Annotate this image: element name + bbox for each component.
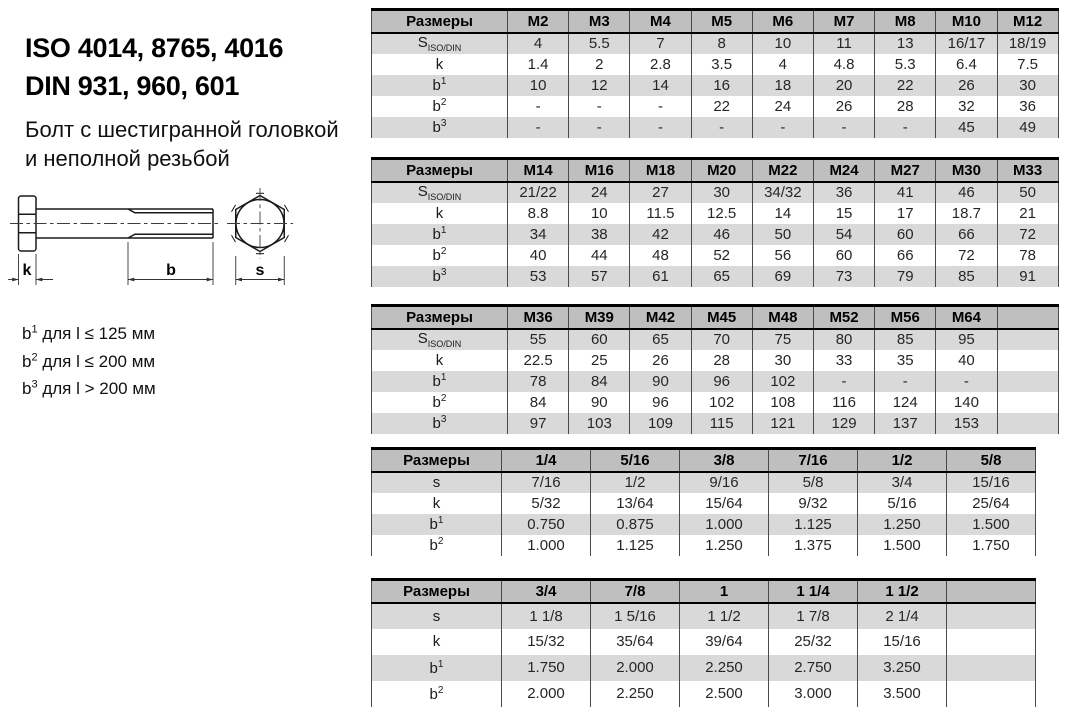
- cell: -: [569, 117, 630, 138]
- cell: 137: [875, 413, 936, 434]
- col-header: 3/4: [502, 580, 591, 603]
- cell: 1.250: [858, 514, 947, 535]
- cell: 2: [569, 54, 630, 75]
- cell: 96: [630, 392, 691, 413]
- col-header: M5: [691, 10, 752, 33]
- cell: 36: [997, 96, 1058, 117]
- row-label: $b^3$: [372, 117, 508, 138]
- dimension-table-4: [371, 447, 1036, 556]
- subtitle-line1: Болт с шестигранной головкой: [25, 117, 339, 142]
- col-header: 3/8: [680, 449, 769, 472]
- cell: 5.5: [569, 33, 630, 54]
- cell: 10: [752, 33, 813, 54]
- cell: 7/16: [502, 472, 591, 493]
- cell: 1.500: [947, 514, 1036, 535]
- dimension-table-3: [371, 304, 1059, 434]
- cell: 17: [875, 203, 936, 224]
- cell: 38: [569, 224, 630, 245]
- cell: 14: [630, 75, 691, 96]
- cell: 3.000: [769, 681, 858, 707]
- cell: 8.8: [508, 203, 569, 224]
- cell: 50: [752, 224, 813, 245]
- cell: 9/32: [769, 493, 858, 514]
- cell: 2 1/4: [858, 603, 947, 629]
- cell: 73: [813, 266, 874, 287]
- cell: 27: [630, 182, 691, 203]
- cell: 34/32: [752, 182, 813, 203]
- row-label: k: [372, 493, 502, 514]
- cell: 41: [875, 182, 936, 203]
- cell: 78: [508, 371, 569, 392]
- size-column-header: Размеры: [372, 580, 502, 603]
- cell: 2.250: [591, 681, 680, 707]
- cell: 8: [691, 33, 752, 54]
- cell: -: [630, 117, 691, 138]
- cell: 24: [752, 96, 813, 117]
- cell: 5.3: [875, 54, 936, 75]
- cell: 91: [997, 266, 1058, 287]
- row-label: s: [372, 472, 502, 493]
- cell: 121: [752, 413, 813, 434]
- footnotes: [22, 320, 156, 403]
- row-label: s: [372, 603, 502, 629]
- cell: 35: [875, 350, 936, 371]
- row-label: k: [372, 350, 508, 371]
- cell: 90: [569, 392, 630, 413]
- cell: 3.500: [858, 681, 947, 707]
- cell: 44: [569, 245, 630, 266]
- col-header: 7/16: [769, 449, 858, 472]
- page-subtitle: [25, 115, 339, 173]
- cell: 80: [813, 329, 874, 350]
- col-header: M7: [813, 10, 874, 33]
- col-header: 1: [680, 580, 769, 603]
- cell: 1/2: [591, 472, 680, 493]
- row-label: $b^1$: [372, 224, 508, 245]
- col-header: M56: [875, 306, 936, 329]
- cell: 28: [691, 350, 752, 371]
- cell: 22: [875, 75, 936, 96]
- cell: 30: [997, 75, 1058, 96]
- dim-k-label: k: [22, 262, 32, 279]
- cell: -: [813, 371, 874, 392]
- col-header: M8: [875, 10, 936, 33]
- size-column-header: Размеры: [372, 10, 508, 33]
- cell: 90: [630, 371, 691, 392]
- centerlines: [10, 188, 293, 259]
- cell: 1 7/8: [769, 603, 858, 629]
- cell: 55: [508, 329, 569, 350]
- cell: 2.750: [769, 655, 858, 681]
- cell: 12: [569, 75, 630, 96]
- col-header: 1 1/4: [769, 580, 858, 603]
- cell: 5/8: [769, 472, 858, 493]
- cell: 60: [813, 245, 874, 266]
- cell: 2.250: [680, 655, 769, 681]
- cell: 102: [752, 371, 813, 392]
- cell: 1 1/8: [502, 603, 591, 629]
- cell: 153: [936, 413, 997, 434]
- row-label: $b^1$: [372, 655, 502, 681]
- dim-b-label: b: [166, 262, 176, 279]
- cell: 3.5: [691, 54, 752, 75]
- cell: 0.875: [591, 514, 680, 535]
- cell: 45: [936, 117, 997, 138]
- cell: -: [875, 117, 936, 138]
- col-header: M12: [997, 10, 1058, 33]
- cell: 48: [630, 245, 691, 266]
- col-header: M36: [508, 306, 569, 329]
- row-label: k: [372, 203, 508, 224]
- cell: 1.750: [947, 535, 1036, 556]
- dim-s-label: s: [255, 262, 265, 279]
- col-header: M45: [691, 306, 752, 329]
- cell: 10: [569, 203, 630, 224]
- cell: 39/64: [680, 629, 769, 655]
- cell: 2.8: [630, 54, 691, 75]
- cell: 2.000: [502, 681, 591, 707]
- cell: 53: [508, 266, 569, 287]
- cell: 2.000: [591, 655, 680, 681]
- cell: 20: [813, 75, 874, 96]
- cell: 1.375: [769, 535, 858, 556]
- cell: 1.4: [508, 54, 569, 75]
- col-header: 1/2: [858, 449, 947, 472]
- cell: 26: [936, 75, 997, 96]
- cell: 22.5: [508, 350, 569, 371]
- cell: 33: [813, 350, 874, 371]
- cell: 11: [813, 33, 874, 54]
- cell: 12.5: [691, 203, 752, 224]
- cell: 3/4: [858, 472, 947, 493]
- cell: 25/32: [769, 629, 858, 655]
- cell: 84: [508, 392, 569, 413]
- cell: 25: [569, 350, 630, 371]
- cell: 5/32: [502, 493, 591, 514]
- cell: 140: [936, 392, 997, 413]
- cell: 103: [569, 413, 630, 434]
- cell: 18/19: [997, 33, 1058, 54]
- row-label: $b^1$: [372, 75, 508, 96]
- cell: 7.5: [997, 54, 1058, 75]
- col-header: M20: [691, 159, 752, 182]
- title-iso: ISO 4014, 8765, 4016: [25, 33, 284, 63]
- cell: 72: [936, 245, 997, 266]
- col-header: M48: [752, 306, 813, 329]
- cell: 1.125: [591, 535, 680, 556]
- cell: 26: [630, 350, 691, 371]
- dimension-table-1: [371, 8, 1059, 138]
- cell: 5/16: [858, 493, 947, 514]
- row-label: $b^2$: [372, 392, 508, 413]
- cell: 4: [508, 33, 569, 54]
- col-header: M4: [630, 10, 691, 33]
- cell: 60: [569, 329, 630, 350]
- cell: 4.8: [813, 54, 874, 75]
- cell: 1.000: [680, 514, 769, 535]
- col-header: M33: [997, 159, 1058, 182]
- cell: 66: [875, 245, 936, 266]
- cell: 9/16: [680, 472, 769, 493]
- cell: 22: [691, 96, 752, 117]
- cell: -: [936, 371, 997, 392]
- col-header: M24: [813, 159, 874, 182]
- row-label: $S_{ISO/DIN}$: [372, 33, 508, 54]
- cell: [947, 655, 1036, 681]
- cell: [997, 392, 1058, 413]
- cell: 15/16: [947, 472, 1036, 493]
- cell: 1.000: [502, 535, 591, 556]
- page-title: [25, 30, 283, 106]
- cell: [997, 350, 1058, 371]
- cell: 30: [752, 350, 813, 371]
- cell: 7: [630, 33, 691, 54]
- cell: [997, 371, 1058, 392]
- col-header: 5/8: [947, 449, 1036, 472]
- col-header: [997, 306, 1058, 329]
- cell: 10: [508, 75, 569, 96]
- row-label: $b^1$: [372, 371, 508, 392]
- cell: 13/64: [591, 493, 680, 514]
- col-header: M16: [569, 159, 630, 182]
- cell: 18: [752, 75, 813, 96]
- col-header: 1 1/2: [858, 580, 947, 603]
- row-label: k: [372, 629, 502, 655]
- col-header: M6: [752, 10, 813, 33]
- cell: 65: [630, 329, 691, 350]
- cell: 108: [752, 392, 813, 413]
- cell: 79: [875, 266, 936, 287]
- cell: [947, 629, 1036, 655]
- cell: 0.750: [502, 514, 591, 535]
- cell: 15/32: [502, 629, 591, 655]
- cell: 66: [936, 224, 997, 245]
- cell: 61: [630, 266, 691, 287]
- cell: 28: [875, 96, 936, 117]
- col-header: [947, 580, 1036, 603]
- col-header: M64: [936, 306, 997, 329]
- cell: -: [569, 96, 630, 117]
- cell: 24: [569, 182, 630, 203]
- cell: [947, 603, 1036, 629]
- col-header: M3: [569, 10, 630, 33]
- cell: 95: [936, 329, 997, 350]
- cell: 102: [691, 392, 752, 413]
- cell: -: [691, 117, 752, 138]
- size-column-header: Размеры: [372, 449, 502, 472]
- cell: 4: [752, 54, 813, 75]
- cell: 42: [630, 224, 691, 245]
- cell: 35/64: [591, 629, 680, 655]
- bolt-technical-drawing: [8, 182, 318, 312]
- cell: [947, 681, 1036, 707]
- cell: 16/17: [936, 33, 997, 54]
- cell: 129: [813, 413, 874, 434]
- footnote: $b^2$ для l ≤ 200 мм: [22, 350, 156, 371]
- dimension-tables: [371, 0, 1067, 720]
- size-column-header: Размеры: [372, 159, 508, 182]
- col-header: M22: [752, 159, 813, 182]
- cell: 70: [691, 329, 752, 350]
- row-label: $b^2$: [372, 681, 502, 707]
- cell: 115: [691, 413, 752, 434]
- cell: 32: [936, 96, 997, 117]
- row-label: $b^2$: [372, 245, 508, 266]
- col-header: M14: [508, 159, 569, 182]
- cell: 96: [691, 371, 752, 392]
- cell: 1.125: [769, 514, 858, 535]
- cell: 1.750: [502, 655, 591, 681]
- cell: 26: [813, 96, 874, 117]
- cell: 18.7: [936, 203, 997, 224]
- cell: 85: [936, 266, 997, 287]
- cell: -: [752, 117, 813, 138]
- cell: [997, 329, 1058, 350]
- cell: -: [813, 117, 874, 138]
- cell: 21/22: [508, 182, 569, 203]
- cell: 50: [997, 182, 1058, 203]
- col-header: 5/16: [591, 449, 680, 472]
- cell: 6.4: [936, 54, 997, 75]
- cell: -: [508, 96, 569, 117]
- cell: 3.250: [858, 655, 947, 681]
- cell: 116: [813, 392, 874, 413]
- row-label: $b^1$: [372, 514, 502, 535]
- cell: 34: [508, 224, 569, 245]
- cell: 124: [875, 392, 936, 413]
- cell: 69: [752, 266, 813, 287]
- cell: -: [875, 371, 936, 392]
- col-header: M52: [813, 306, 874, 329]
- footnote: $b^1$ для l ≤ 125 мм: [22, 323, 156, 343]
- row-label: $S_{ISO/DIN}$: [372, 182, 508, 203]
- cell: 85: [875, 329, 936, 350]
- dimension-table-5: [371, 578, 1036, 707]
- cell: 11.5: [630, 203, 691, 224]
- dimension-table-2: [371, 157, 1059, 287]
- col-header: M42: [630, 306, 691, 329]
- row-label: $S_{ISO/DIN}$: [372, 329, 508, 350]
- col-header: M39: [569, 306, 630, 329]
- cell: 57: [569, 266, 630, 287]
- row-label: $b^3$: [372, 413, 508, 434]
- cell: 30: [691, 182, 752, 203]
- col-header: 7/8: [591, 580, 680, 603]
- cell: 84: [569, 371, 630, 392]
- row-label: $b^2$: [372, 96, 508, 117]
- row-label: $b^2$: [372, 535, 502, 556]
- cell: 1 5/16: [591, 603, 680, 629]
- col-header: M27: [875, 159, 936, 182]
- cell: 60: [875, 224, 936, 245]
- cell: 15: [813, 203, 874, 224]
- cell: 36: [813, 182, 874, 203]
- cell: 40: [936, 350, 997, 371]
- col-header: M10: [936, 10, 997, 33]
- cell: 21: [997, 203, 1058, 224]
- footnote: $b^3$ для l > 200 мм: [22, 378, 156, 399]
- col-header: M18: [630, 159, 691, 182]
- cell: 52: [691, 245, 752, 266]
- cell: 14: [752, 203, 813, 224]
- col-header: M30: [936, 159, 997, 182]
- cell: 2.500: [680, 681, 769, 707]
- cell: 54: [813, 224, 874, 245]
- cell: 72: [997, 224, 1058, 245]
- cell: 49: [997, 117, 1058, 138]
- col-header: M2: [508, 10, 569, 33]
- cell: -: [630, 96, 691, 117]
- cell: 46: [691, 224, 752, 245]
- cell: 46: [936, 182, 997, 203]
- cell: 1 1/2: [680, 603, 769, 629]
- cell: 15/16: [858, 629, 947, 655]
- col-header: 1/4: [502, 449, 591, 472]
- row-label: $b^3$: [372, 266, 508, 287]
- row-label: k: [372, 54, 508, 75]
- cell: -: [508, 117, 569, 138]
- cell: 109: [630, 413, 691, 434]
- cell: 1.250: [680, 535, 769, 556]
- subtitle-line2: и неполной резьбой: [25, 146, 230, 172]
- cell: 78: [997, 245, 1058, 266]
- cell: 56: [752, 245, 813, 266]
- cell: 75: [752, 329, 813, 350]
- title-din: DIN 931, 960, 601: [25, 70, 240, 101]
- cell: 16: [691, 75, 752, 96]
- cell: 65: [691, 266, 752, 287]
- cell: 40: [508, 245, 569, 266]
- cell: 1.500: [858, 535, 947, 556]
- cell: 13: [875, 33, 936, 54]
- cell: 25/64: [947, 493, 1036, 514]
- size-column-header: Размеры: [372, 306, 508, 329]
- cell: 15/64: [680, 493, 769, 514]
- cell: 97: [508, 413, 569, 434]
- cell: [997, 413, 1058, 434]
